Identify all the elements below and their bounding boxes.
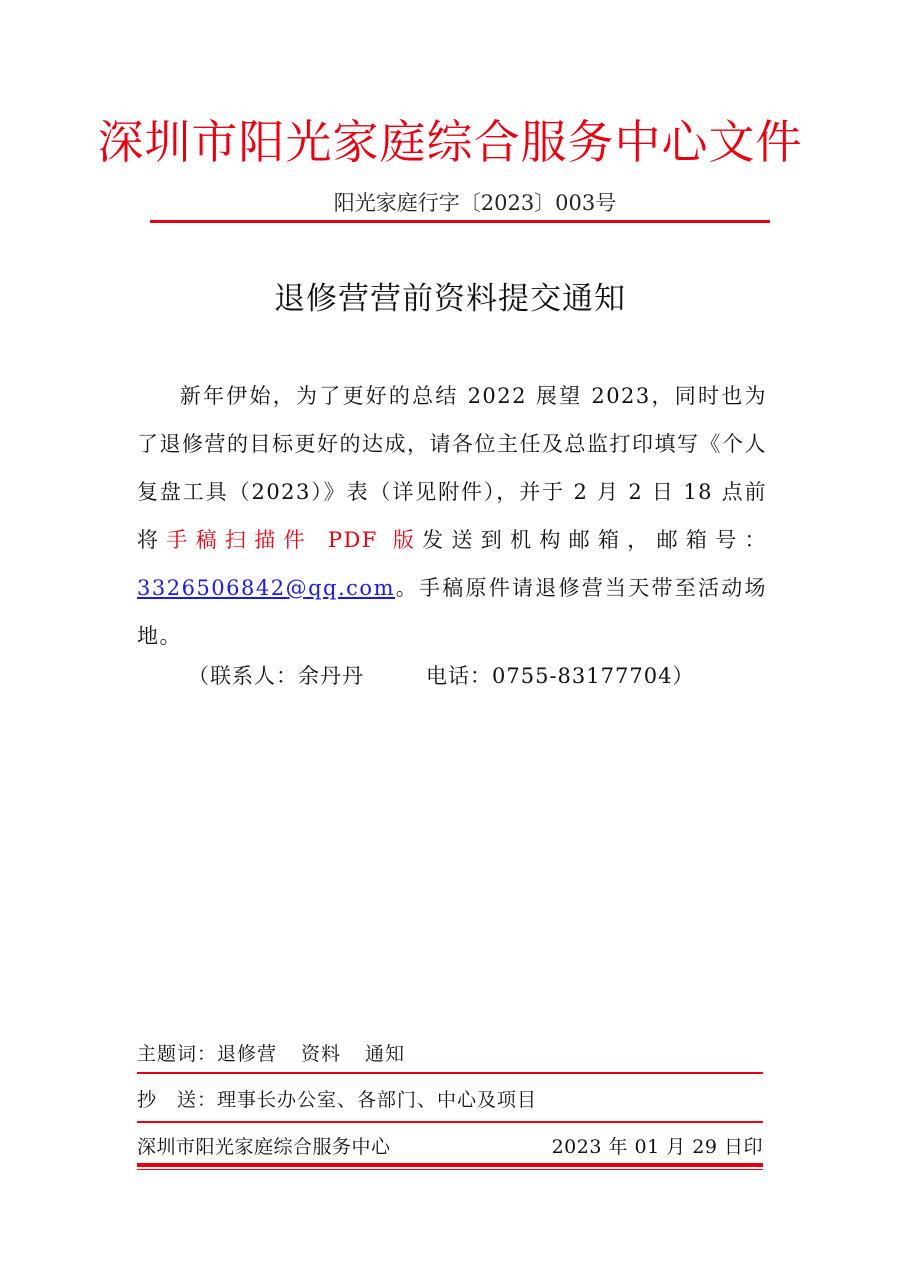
- subject-keyword: 退修营: [217, 1043, 278, 1065]
- body-text-part1: 新年伊始，为了更好的总结 2022 展望 2023，同时也为了退修营的目标更好的达成，请各位主任及总监打印填写《个人复盘工具（2023）》表（详见附件），并于 2 月 2 日 18 点前将: [137, 384, 767, 552]
- document-title: 深圳市阳光家庭综合服务中心文件: [97, 115, 803, 169]
- footer-red-rule: [137, 1121, 763, 1123]
- document-number: 阳光家庭行字〔2023〕003号: [333, 191, 617, 215]
- contact-line: [188, 656, 694, 696]
- issuer-name: 深圳市阳光家庭综合服务中心: [137, 1136, 391, 1158]
- notice-body: [137, 372, 767, 660]
- contact-phone: 电话：0755-83177704）: [426, 664, 695, 688]
- cc-line: 抄 送：理事长办公室、各部门、中心及项目: [137, 1089, 538, 1111]
- subject-keyword: 通知: [365, 1043, 406, 1065]
- subject-keywords-line: [137, 1038, 429, 1070]
- header-red-rule: [150, 220, 770, 223]
- footer-red-rule: [137, 1072, 763, 1074]
- footer-bottom-rule-thin: [137, 1169, 763, 1170]
- subject-keyword: 资料: [301, 1043, 342, 1065]
- print-date: 2023 年 01 月 29 日印: [551, 1136, 763, 1158]
- footer-bottom-rule: [137, 1163, 763, 1167]
- notice-title: 退修营营前资料提交通知: [274, 281, 626, 317]
- email-link[interactable]: 3326506842@qq.com: [137, 576, 395, 600]
- contact-person: （联系人：余丹丹: [188, 664, 364, 688]
- subject-label: 主题词：: [137, 1043, 218, 1065]
- body-text-part2: 发送到机构邮箱，邮箱号：: [422, 528, 768, 552]
- body-text-part3: 。手稿原件请退修营当天带至活动场地。: [137, 576, 767, 648]
- body-highlight: 手稿扫描件 PDF 版: [166, 528, 423, 552]
